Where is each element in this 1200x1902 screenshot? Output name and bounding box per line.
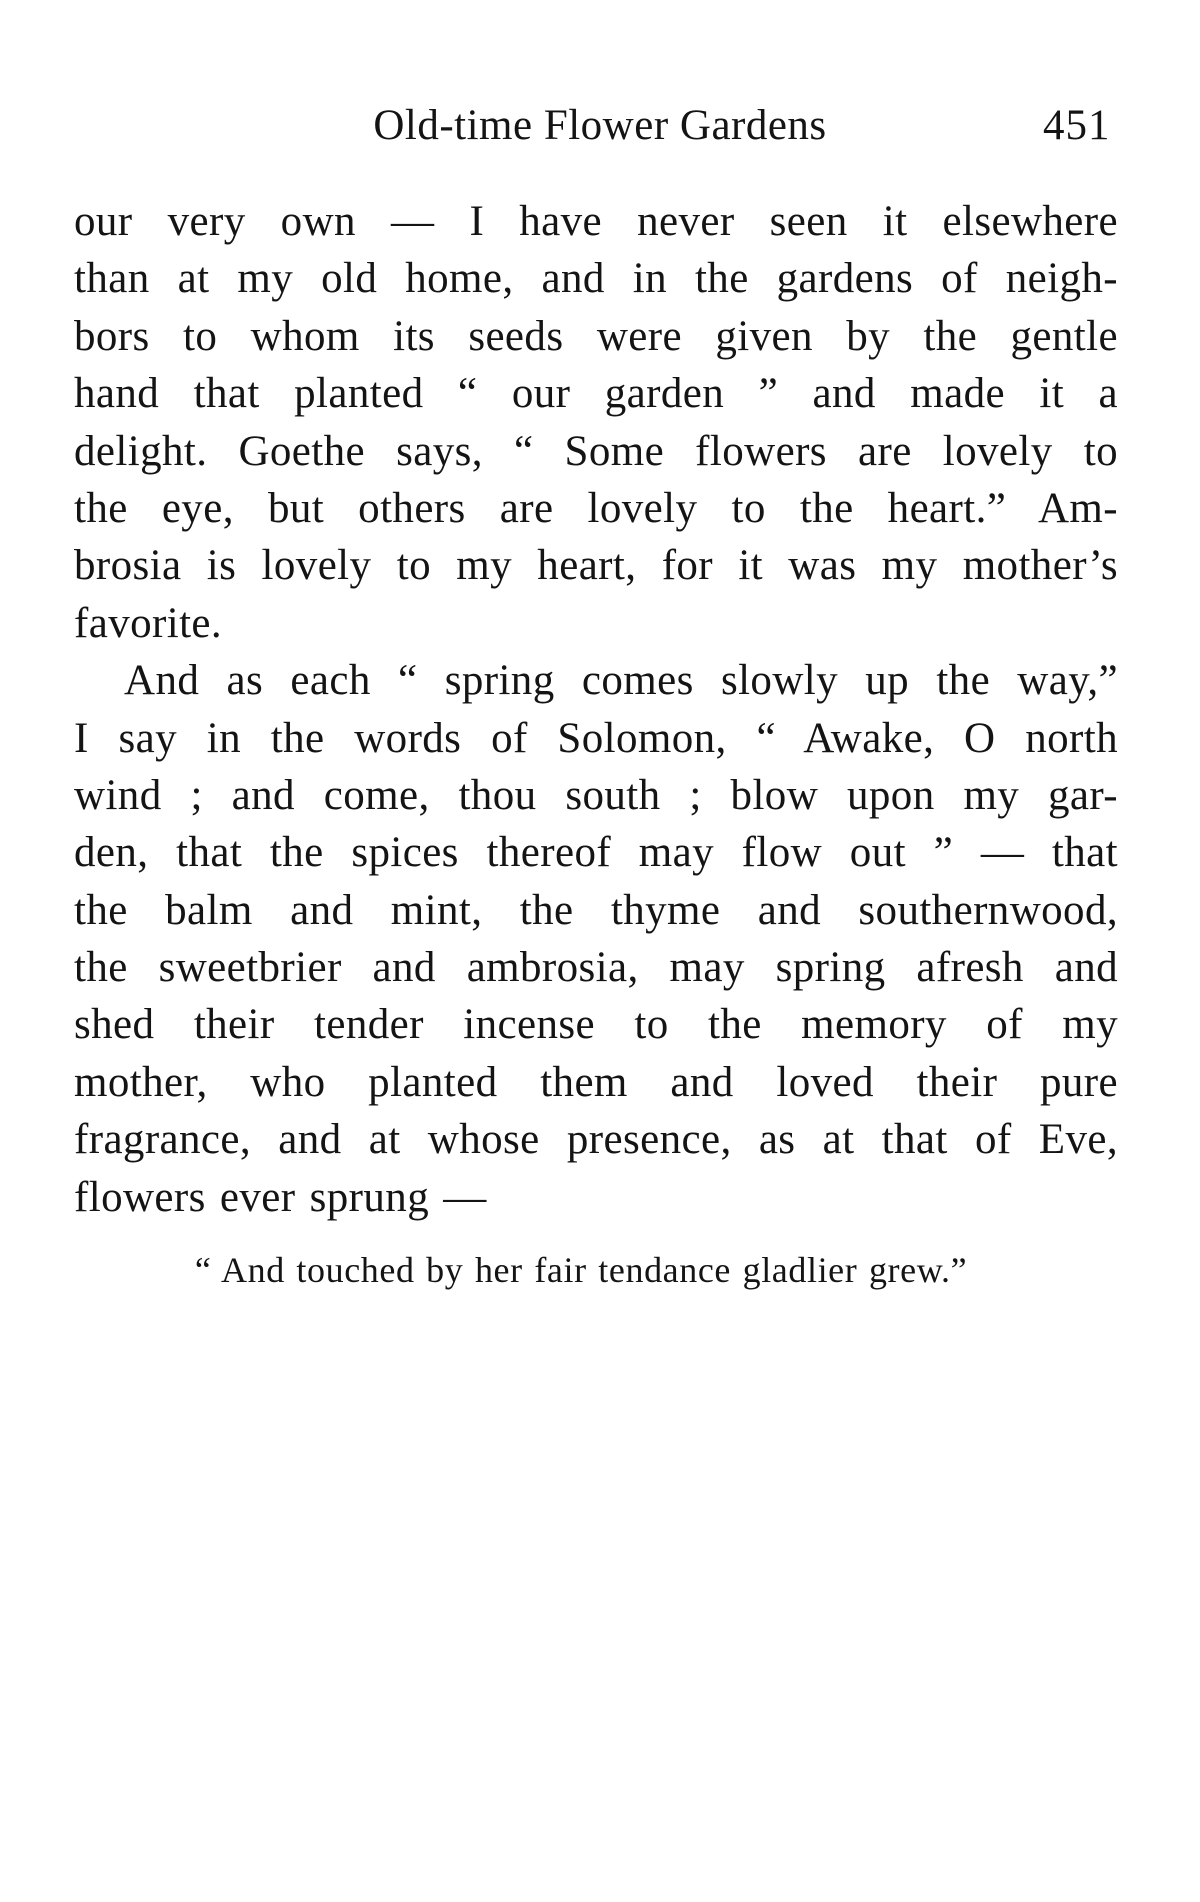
text-line: I say in the words of Solomon, “ Awake, O north	[74, 714, 1118, 762]
body-text	[74, 193, 1118, 1226]
text-line: bors to whom its seeds were given by the gentle	[74, 312, 1118, 360]
text-line: den, that the spices thereof may flow out ” — that	[74, 829, 1118, 877]
text-line: brosia is lovely to my heart, for it was my mother’s	[74, 542, 1118, 590]
text-line: favorite.	[74, 599, 223, 647]
text-line: fragrance, and at whose presence, as at that of Eve,	[74, 1116, 1118, 1164]
paragraph-1	[74, 193, 1118, 652]
text-line: hand that planted “ our garden ” and made it a	[74, 370, 1118, 418]
running-title: Old-time Flower Gardens	[373, 102, 827, 149]
text-line: wind ; and come, thou south ; blow upon my gar-	[74, 771, 1118, 819]
text-line: the sweetbrier and ambrosia, may spring afresh and	[74, 944, 1118, 992]
paragraph-2	[74, 652, 1118, 1226]
text-line: the eye, but others are lovely to the heart.” Am-	[74, 484, 1118, 532]
verse-quotation: “ And touched by her fair tendance gladlier grew.”	[194, 1250, 968, 1290]
page-number: 451	[1043, 102, 1111, 149]
text-line: the balm and mint, the thyme and southernwood,	[74, 886, 1118, 934]
text-line: flowers ever sprung —	[74, 1173, 487, 1221]
text-line: mother, who planted them and loved their pure	[74, 1058, 1118, 1106]
text-line: And as each “ spring comes slowly up the way,”	[124, 657, 1118, 705]
text-line: our very own — I have never seen it elsewhere	[74, 198, 1118, 245]
text-line: shed their tender incense to the memory of my	[74, 1001, 1118, 1049]
text-line: delight. Goethe says, “ Some flowers are lovely to	[74, 427, 1118, 475]
running-head	[0, 96, 1200, 156]
text-line: than at my old home, and in the gardens of neigh-	[74, 255, 1118, 303]
